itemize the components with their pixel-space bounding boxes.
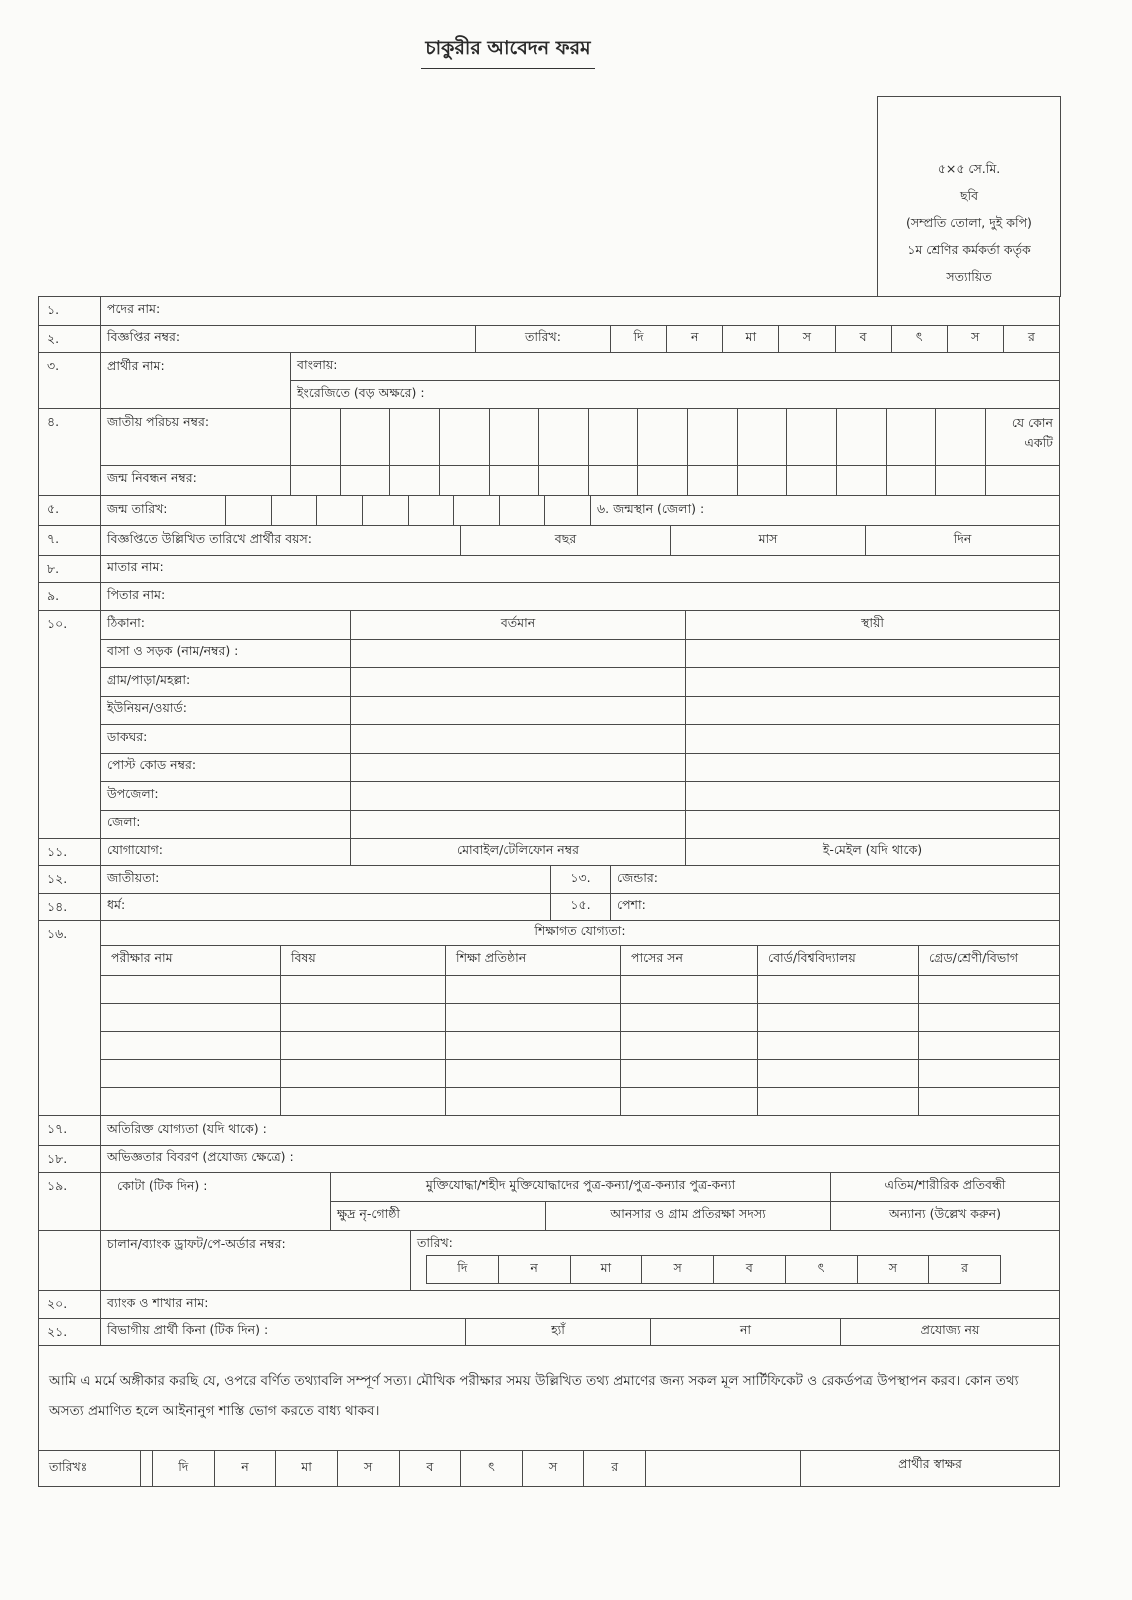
digit-box (688, 466, 738, 495)
present-address-cell (351, 668, 686, 696)
education-cell (281, 1004, 446, 1031)
dob-box (226, 496, 272, 525)
date-box: স (779, 326, 835, 352)
education-cell (758, 1060, 919, 1087)
address-grid (101, 611, 1060, 838)
digit-box (638, 409, 688, 465)
address-line-label: জেলা: (101, 811, 351, 839)
digit-box (837, 466, 887, 495)
row-education (39, 921, 1060, 1116)
digit-box (738, 409, 788, 465)
digit-box (440, 466, 490, 495)
photo-note: (সম্প্রতি তোলা, দুই কপি) (906, 215, 1032, 230)
date-box: ন (215, 1451, 277, 1486)
quota-other: অন্যান্য (উল্লেখ করুন) (889, 1206, 1001, 1221)
form-title-text: চাকুরীর আবেদন ফরম (421, 34, 594, 69)
footer-blank-cell (646, 1451, 801, 1486)
dob-box (317, 496, 363, 525)
row-number: ৪. (39, 409, 101, 495)
row-number: ৮. (39, 556, 101, 582)
row-address (39, 611, 1060, 839)
digit-box (936, 466, 985, 495)
occupation-label: পেশা: (611, 894, 1060, 920)
either-one-note (986, 409, 1059, 465)
phone-label: মোবাইল/টেলিফোন নম্বর (351, 839, 686, 865)
education-col-exam: পরীক্ষার নাম (101, 946, 281, 975)
present-address-cell (351, 640, 686, 668)
address-line-label: পোস্ট কোড নম্বর: (101, 754, 351, 782)
education-cell (758, 1004, 919, 1031)
present-address-cell (351, 754, 686, 782)
circular-date-label: তারিখ: (476, 326, 611, 352)
row-number: ১৫. (551, 894, 611, 920)
permanent-address-cell (686, 697, 1059, 725)
date-box: ৎ (786, 1256, 858, 1283)
digit-box (341, 466, 391, 495)
blank-cell (986, 466, 1059, 495)
digit-box (390, 409, 440, 465)
education-cell (621, 1088, 758, 1115)
education-cell (281, 1032, 446, 1059)
applicant-name-fields (291, 353, 1060, 408)
row-payment (39, 1231, 1060, 1291)
nid-label: জাতীয় পরিচয় নম্বর: (101, 409, 291, 465)
departmental-yes: হ্যাঁ (466, 1319, 651, 1345)
address-row (101, 811, 1059, 839)
dob-box (363, 496, 409, 525)
present-address-cell (351, 725, 686, 753)
education-cell (101, 1088, 281, 1115)
date-box: ন (499, 1256, 571, 1283)
footer-row (39, 1451, 1060, 1487)
date-box: দি (427, 1256, 499, 1283)
row-number: ১৩. (551, 866, 611, 893)
education-section (101, 921, 1060, 1115)
permanent-address-cell (686, 754, 1059, 782)
education-cell (919, 1088, 1059, 1115)
quota-ansar-vdp: আনসার ও গ্রাম প্রতিরক্ষা সদস্য (546, 1202, 831, 1230)
row-post-name (39, 297, 1060, 326)
photo-size: ৫×৫ সে.মি. (937, 161, 1001, 176)
photo-attest-line2: সত্যায়িত (946, 269, 992, 284)
date-box: ব (836, 326, 892, 352)
date-box: স (948, 326, 1004, 352)
permanent-address-cell (686, 640, 1059, 668)
address-row (101, 754, 1059, 783)
education-cell (446, 1032, 621, 1059)
row-number: ১৯. (39, 1173, 101, 1230)
address-row (101, 668, 1059, 697)
digit-box (539, 466, 589, 495)
permanent-address-cell (686, 725, 1059, 753)
declaration-text: আমি এ মর্মে অঙ্গীকার করছি যে, ওপরে বর্ণিত তথ্যাবলি সম্পূর্ণ সত্য। মৌখিক পরীক্ষার সময় উল্লিখিত তথ্য প্রমাণের জন্য সকল মূল সার্টিফিকেট ও রেকর্ডপত্র উপস্থাপন করব। কোন তথ্য অসত্য প্রমাণিত হলে আইনানুগ শাস্তি ভোগ করতে বাধ্য থাকব। (49, 1373, 1019, 1419)
quota-options-row1 (331, 1173, 1059, 1202)
nationality-label: জাতীয়তা: (101, 866, 551, 893)
dob-label: জন্ম তারিখ: (101, 496, 226, 525)
circular-date-boxes (611, 326, 1060, 352)
address-row (101, 697, 1059, 726)
row-departmental-candidate (39, 1319, 1060, 1346)
date-box: দি (153, 1451, 215, 1486)
digit-box (440, 409, 490, 465)
education-cell (446, 1088, 621, 1115)
circular-number-label: বিজ্ঞপ্তির নম্বর: (101, 326, 476, 352)
education-cell (919, 1004, 1059, 1031)
education-cell (758, 976, 919, 1003)
mother-name-label: মাতার নাম: (101, 556, 1060, 582)
education-cell (919, 1032, 1059, 1059)
digit-box (638, 466, 688, 495)
education-row (101, 1088, 1059, 1115)
education-cell (758, 1032, 919, 1059)
education-col-subject: বিষয় (281, 946, 446, 975)
age-days-label: দিন (866, 526, 1060, 555)
date-box: স (858, 1256, 930, 1283)
digit-box (787, 466, 837, 495)
date-box: ৎ (892, 326, 948, 352)
address-line-label: উপজেলা: (101, 782, 351, 810)
digit-box (688, 409, 738, 465)
row-number: ২০. (39, 1291, 101, 1318)
education-col-board: বোর্ড/বিশ্ববিদ্যালয় (758, 946, 919, 975)
row-circular-number (39, 326, 1060, 353)
quota-orphan-disabled: এতিম/শারীরিক প্রতিবন্ধী (884, 1177, 1006, 1192)
address-row (101, 725, 1059, 754)
date-box: র (961, 1259, 969, 1275)
date-box: র (1027, 329, 1035, 344)
name-bangla-row (291, 353, 1059, 381)
education-cell (101, 1004, 281, 1031)
digit-box (341, 409, 391, 465)
religion-label: ধর্ম: (101, 894, 551, 920)
row-number: ৭. (39, 526, 101, 555)
row-number: ১৮. (39, 1146, 101, 1172)
age-label: বিজ্ঞপ্তিতে উল্লিখিত তারিখে প্রার্থীর বয়স: (101, 526, 461, 555)
row-father-name (39, 583, 1060, 611)
departmental-candidate-label: বিভাগীয় প্রার্থী কিনা (টিক দিন) : (101, 1319, 466, 1345)
gender-label: জেন্ডার: (611, 866, 1060, 893)
payment-date-area (411, 1231, 1060, 1290)
address-label: ঠিকানা: (101, 611, 351, 639)
permanent-address-cell (686, 668, 1059, 696)
dob-boxes (226, 496, 591, 525)
education-cell (101, 1060, 281, 1087)
age-months-label: মাস (671, 526, 866, 555)
row-applicant-name (39, 353, 1060, 409)
post-name-label: পদের নাম: (101, 297, 1060, 325)
address-header-row (101, 611, 1059, 640)
date-box: স (523, 1451, 585, 1486)
payment-number-label: চালান/ব্যাংক ড্রাফট/পে-অর্ডার নম্বর: (101, 1231, 411, 1290)
row-religion-occupation (39, 894, 1060, 921)
education-cell (621, 1060, 758, 1087)
name-english-label: ইংরেজিতে (বড় অক্ষরে) : (297, 384, 425, 400)
address-row (101, 640, 1059, 669)
either-one-note-line1: যে কোন (1011, 415, 1053, 430)
quota-options (331, 1173, 1060, 1230)
education-cell (621, 976, 758, 1003)
email-label: ই-মেইল (যদি থাকে) (686, 839, 1060, 865)
digit-box (738, 466, 788, 495)
education-cell (919, 976, 1059, 1003)
digit-box (787, 409, 837, 465)
address-line-label: বাসা ও সড়ক (নাম/নম্বর) : (101, 640, 351, 668)
dob-box (272, 496, 318, 525)
applicant-signature-label: প্রার্থীর স্বাক্ষর (801, 1451, 1060, 1486)
education-cell (281, 976, 446, 1003)
dob-box (454, 496, 500, 525)
footer-date-label: তারিখঃ (39, 1451, 141, 1486)
address-line-label: গ্রাম/পাড়া/মহল্লা: (101, 668, 351, 696)
education-row (101, 976, 1059, 1004)
row-date-of-birth (39, 496, 1060, 526)
extra-qualification-label: অতিরিক্ত যোগ্যতা (যদি থাকে) : (101, 1116, 1060, 1145)
row-number: ২. (39, 326, 101, 352)
row-number-blank (39, 1231, 101, 1290)
age-years-label: বছর (461, 526, 671, 555)
date-box: মা (571, 1256, 643, 1283)
row-age (39, 526, 1060, 556)
contact-label: যোগাযোগ: (101, 839, 351, 865)
birth-registration-label: জন্ম নিবন্ধন নম্বর: (101, 466, 291, 495)
address-row (101, 782, 1059, 811)
date-box: মা (723, 326, 779, 352)
digit-box (291, 409, 341, 465)
education-cell (446, 1060, 621, 1087)
row-number: ৩. (39, 353, 101, 408)
row-number: ১০. (39, 611, 101, 838)
address-line-label: ডাকঘর: (101, 725, 351, 753)
date-box: ব (400, 1451, 462, 1486)
departmental-no: না (651, 1319, 841, 1345)
row-extra-qualification (39, 1116, 1060, 1146)
birth-registration-digit-boxes (291, 466, 986, 495)
row-number: ২১. (39, 1319, 101, 1345)
digit-box (539, 409, 589, 465)
education-cell (446, 976, 621, 1003)
digit-box (490, 409, 540, 465)
birthplace-label: ৬. জন্মস্থান (জেলা) : (591, 496, 1060, 525)
nid-digit-boxes (291, 409, 986, 465)
digit-box (887, 409, 937, 465)
row-number: ১১. (39, 839, 101, 865)
digit-box (390, 466, 440, 495)
birth-registration-row (101, 466, 1059, 495)
date-box: ব (714, 1256, 786, 1283)
declaration-section (39, 1346, 1060, 1451)
date-box: স (642, 1256, 714, 1283)
photo-label: ছবি (959, 188, 979, 203)
date-box: মা (276, 1451, 338, 1486)
education-row (101, 1004, 1059, 1032)
education-row (101, 1032, 1059, 1060)
date-box: ৎ (461, 1451, 523, 1486)
education-heading: শিক্ষাগত যোগ্যতা: (534, 923, 626, 939)
quota-ethnic-minority: ক্ষুদ্র নৃ-গোষ্ঠী (331, 1202, 546, 1230)
permanent-address-cell (686, 811, 1059, 839)
dob-box (500, 496, 546, 525)
present-address-cell (351, 697, 686, 725)
row-contact (39, 839, 1060, 866)
footer-spacer (141, 1451, 153, 1486)
digit-box (589, 409, 639, 465)
row-number: ১৬. (39, 921, 101, 1115)
present-address-cell (351, 811, 686, 839)
education-row (101, 1060, 1059, 1088)
date-box: ন (667, 326, 723, 352)
present-address-header: বর্তমান (351, 611, 686, 639)
photo-attest-line1: ১ম শ্রেণির কর্মকর্তা কর্তৃক (907, 242, 1031, 257)
row-experience (39, 1146, 1060, 1173)
application-form (38, 296, 1060, 1487)
education-col-grade: গ্রেড/শ্রেণী/বিভাগ (929, 950, 1019, 966)
digit-box (490, 466, 540, 495)
education-cell (101, 976, 281, 1003)
payment-date-label: তারিখ: (417, 1235, 453, 1250)
education-cell (281, 1060, 446, 1087)
row-number: ১. (39, 297, 101, 325)
date-box: স (338, 1451, 400, 1486)
digit-box (589, 466, 639, 495)
quota-freedom-fighter: মুক্তিযোদ্ধা/শহীদ মুক্তিযোদ্ধাদের পুত্র-কন্যা/পুত্র-কন্যার পুত্র-কন্যা (331, 1173, 831, 1201)
row-quota (39, 1173, 1060, 1231)
row-identity-number (39, 409, 1060, 496)
education-cell (919, 1060, 1059, 1087)
bank-branch-label: ব্যাংক ও শাখার নাম: (101, 1291, 1060, 1318)
row-number: ৯. (39, 583, 101, 610)
father-name-label: পিতার নাম: (101, 583, 1060, 610)
dob-box (409, 496, 455, 525)
row-nationality-gender (39, 866, 1060, 894)
education-cell (101, 1032, 281, 1059)
date-box: দি (611, 326, 667, 352)
name-english-row (291, 381, 1059, 408)
row-bank-branch (39, 1291, 1060, 1319)
row-number: ১৭. (39, 1116, 101, 1145)
row-number: ৫. (39, 496, 101, 525)
row-mother-name (39, 556, 1060, 583)
either-one-note-line2: একটি (1024, 435, 1053, 450)
education-heading-row (101, 921, 1059, 946)
permanent-address-cell (686, 782, 1059, 810)
quota-options-row2 (331, 1202, 1059, 1230)
row-number: ১৪. (39, 894, 101, 920)
education-col-institution: শিক্ষা প্রতিষ্ঠান (446, 946, 621, 975)
quota-label: কোটা (টিক দিন) : (101, 1173, 331, 1230)
identity-number-fields (101, 409, 1060, 495)
row-number: ১২. (39, 866, 101, 893)
digit-box (887, 466, 937, 495)
digit-box (291, 466, 341, 495)
photo-box (877, 96, 1061, 297)
present-address-cell (351, 782, 686, 810)
applicant-name-label: প্রার্থীর নাম: (101, 353, 291, 408)
education-cell (281, 1088, 446, 1115)
date-box: র (611, 1458, 619, 1474)
dob-box (545, 496, 590, 525)
nid-row (101, 409, 1059, 466)
education-col-passing-year: পাসের সন (621, 946, 758, 975)
education-header-row (101, 946, 1059, 976)
education-cell (758, 1088, 919, 1115)
departmental-not-applicable: প্রযোজ্য নয় (841, 1319, 1060, 1345)
form-title (0, 34, 1016, 69)
footer-date-boxes (153, 1451, 646, 1486)
payment-date-boxes (426, 1255, 1001, 1284)
digit-box (837, 409, 887, 465)
education-cell (446, 1004, 621, 1031)
education-cell (621, 1004, 758, 1031)
digit-box (936, 409, 985, 465)
experience-label: অভিজ্ঞতার বিবরণ (প্রযোজ্য ক্ষেত্রে) : (101, 1146, 1060, 1172)
education-cell (621, 1032, 758, 1059)
address-line-label: ইউনিয়ন/ওয়ার্ড: (101, 697, 351, 725)
name-bangla-label: বাংলায়: (297, 356, 338, 372)
permanent-address-header: স্থায়ী (861, 614, 884, 630)
